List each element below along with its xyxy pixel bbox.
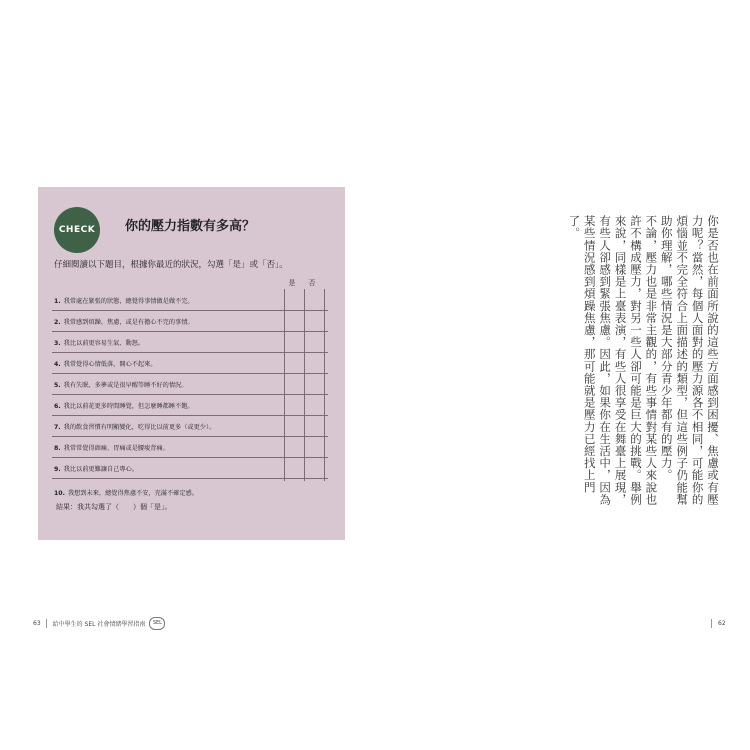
item-number: 10. bbox=[54, 490, 65, 497]
right-page-footer bbox=[711, 616, 726, 630]
checklist-instruction: 仔細閱讀以下題目，根據你最近的狀況，勾選「是」或「否」。 bbox=[54, 260, 288, 270]
item-text: 我有失眠、多夢或是很早醒等睡不好的情況。 bbox=[63, 382, 188, 389]
footer-divider bbox=[711, 619, 712, 628]
item-text: 我常處在緊張的狀態，總覺得事情做是做不完。 bbox=[63, 298, 194, 305]
item-number: 3. bbox=[54, 340, 61, 347]
checklist-table bbox=[52, 289, 328, 481]
vertical-body-text bbox=[548, 215, 720, 515]
item-number: 9. bbox=[54, 466, 61, 473]
checklist-row bbox=[52, 310, 328, 332]
checklist-result: 結果：我共勾選了（ ）個「是」。 bbox=[56, 503, 172, 511]
yes-column-header: 是 bbox=[288, 279, 296, 287]
sel-logo-icon: SEL bbox=[149, 617, 165, 630]
checklist-row bbox=[52, 289, 328, 311]
checklist-row bbox=[52, 415, 328, 437]
stress-checklist-card bbox=[38, 187, 345, 540]
item-number: 4. bbox=[54, 361, 61, 368]
item-number: 8. bbox=[54, 445, 61, 452]
checklist-row bbox=[52, 373, 328, 395]
item-text: 我比以前更容易生氣、動怒。 bbox=[63, 340, 145, 347]
item-number: 7. bbox=[54, 424, 61, 431]
checklist-row bbox=[52, 331, 328, 353]
page-number-left: 63 bbox=[33, 619, 41, 627]
paragraph: 你是否也在前面所說的這些方面感到困擾、焦慮或有壓力呢？當然，每個人面對的壓力源各不相同，可能你的煩惱並不完全符合上面描述的類型，但這些例子仍能幫助你理解，哪些情況是大部分青少年都有的壓力。 bbox=[659, 215, 720, 506]
checklist-row bbox=[52, 394, 328, 416]
checklist-row bbox=[54, 488, 198, 497]
checklist-row bbox=[52, 436, 328, 458]
item-text: 我常常覺得頭痛、胃痛或是腰痠背痛。 bbox=[63, 445, 169, 452]
item-text: 我比以前更難讓自己專心。 bbox=[63, 466, 138, 473]
paragraph: 不論，壓力也是非常主觀的，有些事情對某些人來說也許不構成壓力，對另一些人卻可能是巨大的挑戰。舉例來說，同樣是上臺表演，有些人很享受在舞臺上展現，有些人卻感到緊張焦慮。因此，如果你在生活中，因為某些情況感到煩躁焦慮，那可能就是壓力已經找上門了。 bbox=[567, 215, 659, 506]
item-text: 我常感到煩躁、焦慮，或是有擔心不完的事情。 bbox=[63, 319, 194, 326]
item-text: 我常覺得心情低落，開心不起來。 bbox=[63, 361, 157, 368]
page-number-right: 62 bbox=[718, 619, 726, 627]
checklist-row bbox=[52, 457, 328, 479]
footer-divider bbox=[46, 619, 47, 628]
check-badge: CHECK bbox=[54, 207, 100, 253]
checklist-title: 你的壓力指數有多高？ bbox=[125, 219, 256, 234]
book-title: 給中學生的 SEL 社會情緒學習指南 bbox=[52, 620, 146, 628]
item-number: 1. bbox=[54, 298, 61, 305]
item-number: 6. bbox=[54, 403, 61, 410]
item-number: 2. bbox=[54, 319, 61, 326]
no-column-header: 否 bbox=[308, 279, 316, 287]
item-text: 我的飲食習慣有明顯變化，吃得比以前更多（或更少）。 bbox=[63, 424, 216, 431]
item-text: 我比以前花更多時間睡覺，但怎麼睡都睡不飽。 bbox=[63, 403, 194, 410]
left-page-footer bbox=[33, 616, 165, 630]
checklist-row bbox=[52, 352, 328, 374]
item-text: 我想到未來，總覺得焦慮不安，充滿不確定感。 bbox=[67, 490, 198, 497]
item-number: 5. bbox=[54, 382, 61, 389]
